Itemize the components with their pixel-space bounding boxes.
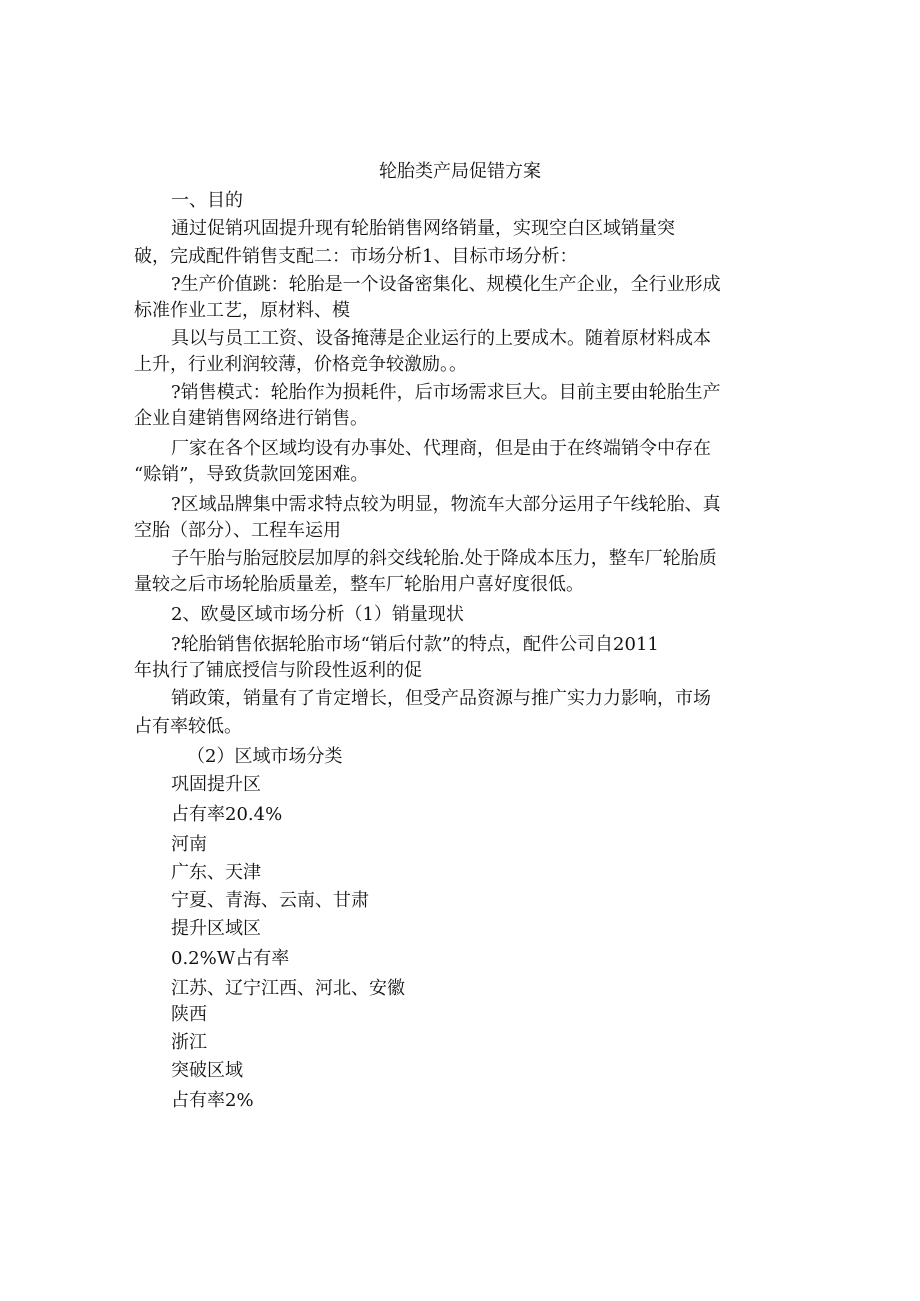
paragraph-line: 年执行了铺底授信与阶段性返利的促 [134,660,422,681]
paragraph-line: 子午胎与胎冠胶层加厚的斜交线轮胎.处于降成本压力，整车厂轮胎质 [171,548,717,569]
paragraph-line: 通过促销巩固提升现有轮胎销售网络销量，实现空白区域销量突 [171,218,675,239]
list-item: 广东、天津 [171,862,261,883]
paragraph-line: 具以与员工工资、设备掩薄是企业运行的上要成木。随着原材料成本 [171,328,711,349]
list-item: 占有率2% [171,1090,254,1111]
paragraph-line: 量较之后市场轮胎质量差，整车厂轮胎用户喜好度很低。 [134,574,584,595]
list-item: 宁夏、青海、云南、甘肃 [171,890,369,911]
paragraph-line: “赊销”，导致货款回笼困难。 [134,464,369,485]
paragraph-line: ?销售模式：轮胎作为损耗件，后市场需求巨大。目前主要由轮胎生产 [171,382,721,403]
list-item: 提升区域区 [171,918,261,939]
list-item: 浙江 [171,1032,207,1053]
section-heading-region-classification: （2）区域市场分类 [187,746,343,767]
paragraph-line: 占有率较低。 [134,716,242,737]
list-item: 河南 [171,834,207,855]
paragraph-line: 破，完成配件销售支配二：市场分析1、目标市场分析： [134,246,578,267]
paragraph-line: ?轮胎销售依据轮胎市场“销后付款”的特点，配件公司自2011 [171,634,659,655]
paragraph-line: ?生产价值跳：轮胎是一个设备密集化、规模化生产企业，全行业形成 [171,274,721,295]
paragraph-line: 空胎（部分）、工程车运用 [134,520,341,541]
list-item: 0.2%W占有率 [171,948,290,969]
paragraph-line: 厂家在各个区域均设有办事处、代理商，但是由于在终端销令中存在 [171,438,711,459]
document-title: 轮胎类产局促错方案 [379,161,541,182]
list-item: 巩固提升区 [171,774,261,795]
paragraph-line: ?区域品牌集中需求特点较为明显，物流车大部分运用子午线轮胎、真 [171,494,721,515]
list-item: 陕西 [171,1004,207,1025]
section-heading-purpose: 一、目的 [171,190,243,211]
paragraph-line: 上升，行业利润较薄，价格竞争较激励。。 [134,354,467,375]
list-item: 占有率20.4% [171,804,283,825]
paragraph-line: 企业自建销售网络进行销售。 [134,408,368,429]
paragraph-line: 标准作业工艺，原材料、模 [134,300,350,321]
section-heading-region-analysis: 2、欧曼区域市场分析（1）销量现状 [171,604,464,625]
list-item: 突破区域 [171,1060,243,1081]
paragraph-line: 销政策，销量有了肯定增长，但受产品资源与推广实力力影响，市场 [171,688,711,709]
list-item: 江苏、辽宁江西、河北、安徽 [171,978,405,999]
